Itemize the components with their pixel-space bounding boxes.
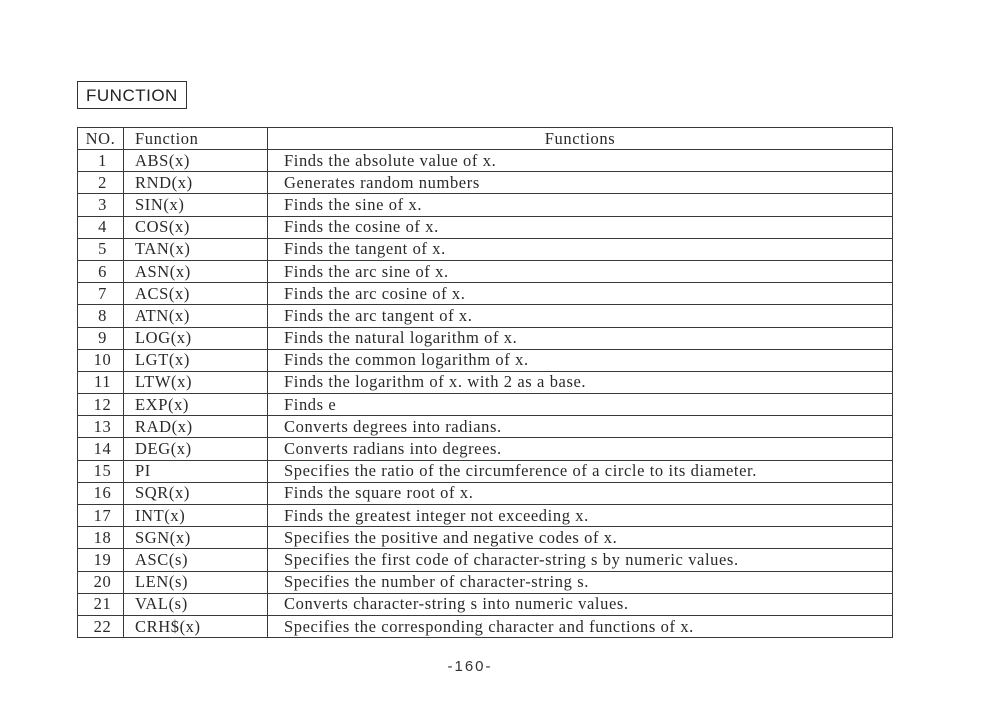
- table-row: [78, 416, 893, 438]
- function-description: Finds the cosine of x.: [268, 216, 893, 238]
- table-row: [78, 150, 893, 172]
- function-description: Specifies the first code of character-string s by numeric values.: [268, 549, 893, 571]
- function-description: Finds the tangent of x.: [268, 238, 893, 260]
- function-description: Specifies the corresponding character and functions of x.: [268, 615, 893, 637]
- function-description: Finds the arc sine of x.: [268, 260, 893, 282]
- table-row: [78, 593, 893, 615]
- table-header-row: [78, 128, 893, 150]
- row-number: 13: [78, 416, 124, 438]
- table-row: [78, 371, 893, 393]
- header-function: Function: [124, 128, 268, 150]
- function-description: Finds the arc tangent of x.: [268, 305, 893, 327]
- row-number: 11: [78, 371, 124, 393]
- function-name: LOG(x): [124, 327, 268, 349]
- function-description: Finds the logarithm of x. with 2 as a base.: [268, 371, 893, 393]
- function-description: Finds the greatest integer not exceeding x.: [268, 505, 893, 527]
- row-number: 4: [78, 216, 124, 238]
- function-description: Finds the arc cosine of x.: [268, 283, 893, 305]
- function-description: Finds the natural logarithm of x.: [268, 327, 893, 349]
- function-name: ASN(x): [124, 260, 268, 282]
- table-row: [78, 349, 893, 371]
- row-number: 19: [78, 549, 124, 571]
- row-number: 17: [78, 505, 124, 527]
- function-table: [77, 127, 893, 638]
- page-number: -160-: [447, 658, 493, 675]
- row-number: 7: [78, 283, 124, 305]
- function-description: Finds e: [268, 394, 893, 416]
- function-description: Finds the sine of x.: [268, 194, 893, 216]
- function-name: ASC(s): [124, 549, 268, 571]
- function-name: LGT(x): [124, 349, 268, 371]
- function-description: Specifies the ratio of the circumference of a circle to its diameter.: [268, 460, 893, 482]
- table-row: [78, 549, 893, 571]
- table-row: [78, 571, 893, 593]
- function-name: DEG(x): [124, 438, 268, 460]
- function-name: INT(x): [124, 505, 268, 527]
- function-name: LTW(x): [124, 371, 268, 393]
- function-name: CRH$(x): [124, 615, 268, 637]
- table-row: [78, 238, 893, 260]
- row-number: 10: [78, 349, 124, 371]
- table-row: [78, 615, 893, 637]
- function-name: RAD(x): [124, 416, 268, 438]
- function-name: ATN(x): [124, 305, 268, 327]
- function-name: RND(x): [124, 172, 268, 194]
- header-functions: Functions: [268, 128, 893, 150]
- function-description: Converts degrees into radians.: [268, 416, 893, 438]
- function-description: Finds the absolute value of x.: [268, 150, 893, 172]
- section-label: FUNCTION: [77, 81, 187, 109]
- table-row: [78, 216, 893, 238]
- function-description: Generates random numbers: [268, 172, 893, 194]
- row-number: 20: [78, 571, 124, 593]
- row-number: 18: [78, 527, 124, 549]
- row-number: 2: [78, 172, 124, 194]
- row-number: 8: [78, 305, 124, 327]
- table-row: [78, 394, 893, 416]
- row-number: 12: [78, 394, 124, 416]
- row-number: 1: [78, 150, 124, 172]
- row-number: 21: [78, 593, 124, 615]
- table-row: [78, 527, 893, 549]
- function-description: Converts character-string s into numeric values.: [268, 593, 893, 615]
- function-name: LEN(s): [124, 571, 268, 593]
- row-number: 16: [78, 482, 124, 504]
- table-row: [78, 460, 893, 482]
- table-row: [78, 482, 893, 504]
- table-body: [78, 150, 893, 638]
- function-description: Specifies the positive and negative codes of x.: [268, 527, 893, 549]
- function-description: Finds the common logarithm of x.: [268, 349, 893, 371]
- row-number: 3: [78, 194, 124, 216]
- function-name: SQR(x): [124, 482, 268, 504]
- function-name: PI: [124, 460, 268, 482]
- table-row: [78, 438, 893, 460]
- function-name: ABS(x): [124, 150, 268, 172]
- row-number: 14: [78, 438, 124, 460]
- table-row: [78, 327, 893, 349]
- function-name: EXP(x): [124, 394, 268, 416]
- function-name: SIN(x): [124, 194, 268, 216]
- table-row: [78, 260, 893, 282]
- function-name: COS(x): [124, 216, 268, 238]
- function-name: ACS(x): [124, 283, 268, 305]
- function-description: Converts radians into degrees.: [268, 438, 893, 460]
- function-name: VAL(s): [124, 593, 268, 615]
- table-row: [78, 505, 893, 527]
- function-description: Finds the square root of x.: [268, 482, 893, 504]
- function-description: Specifies the number of character-string s.: [268, 571, 893, 593]
- row-number: 15: [78, 460, 124, 482]
- row-number: 9: [78, 327, 124, 349]
- table-row: [78, 194, 893, 216]
- row-number: 6: [78, 260, 124, 282]
- table-row: [78, 172, 893, 194]
- header-no: NO.: [78, 128, 124, 150]
- row-number: 5: [78, 238, 124, 260]
- function-name: SGN(x): [124, 527, 268, 549]
- table-row: [78, 283, 893, 305]
- row-number: 22: [78, 615, 124, 637]
- table-row: [78, 305, 893, 327]
- function-name: TAN(x): [124, 238, 268, 260]
